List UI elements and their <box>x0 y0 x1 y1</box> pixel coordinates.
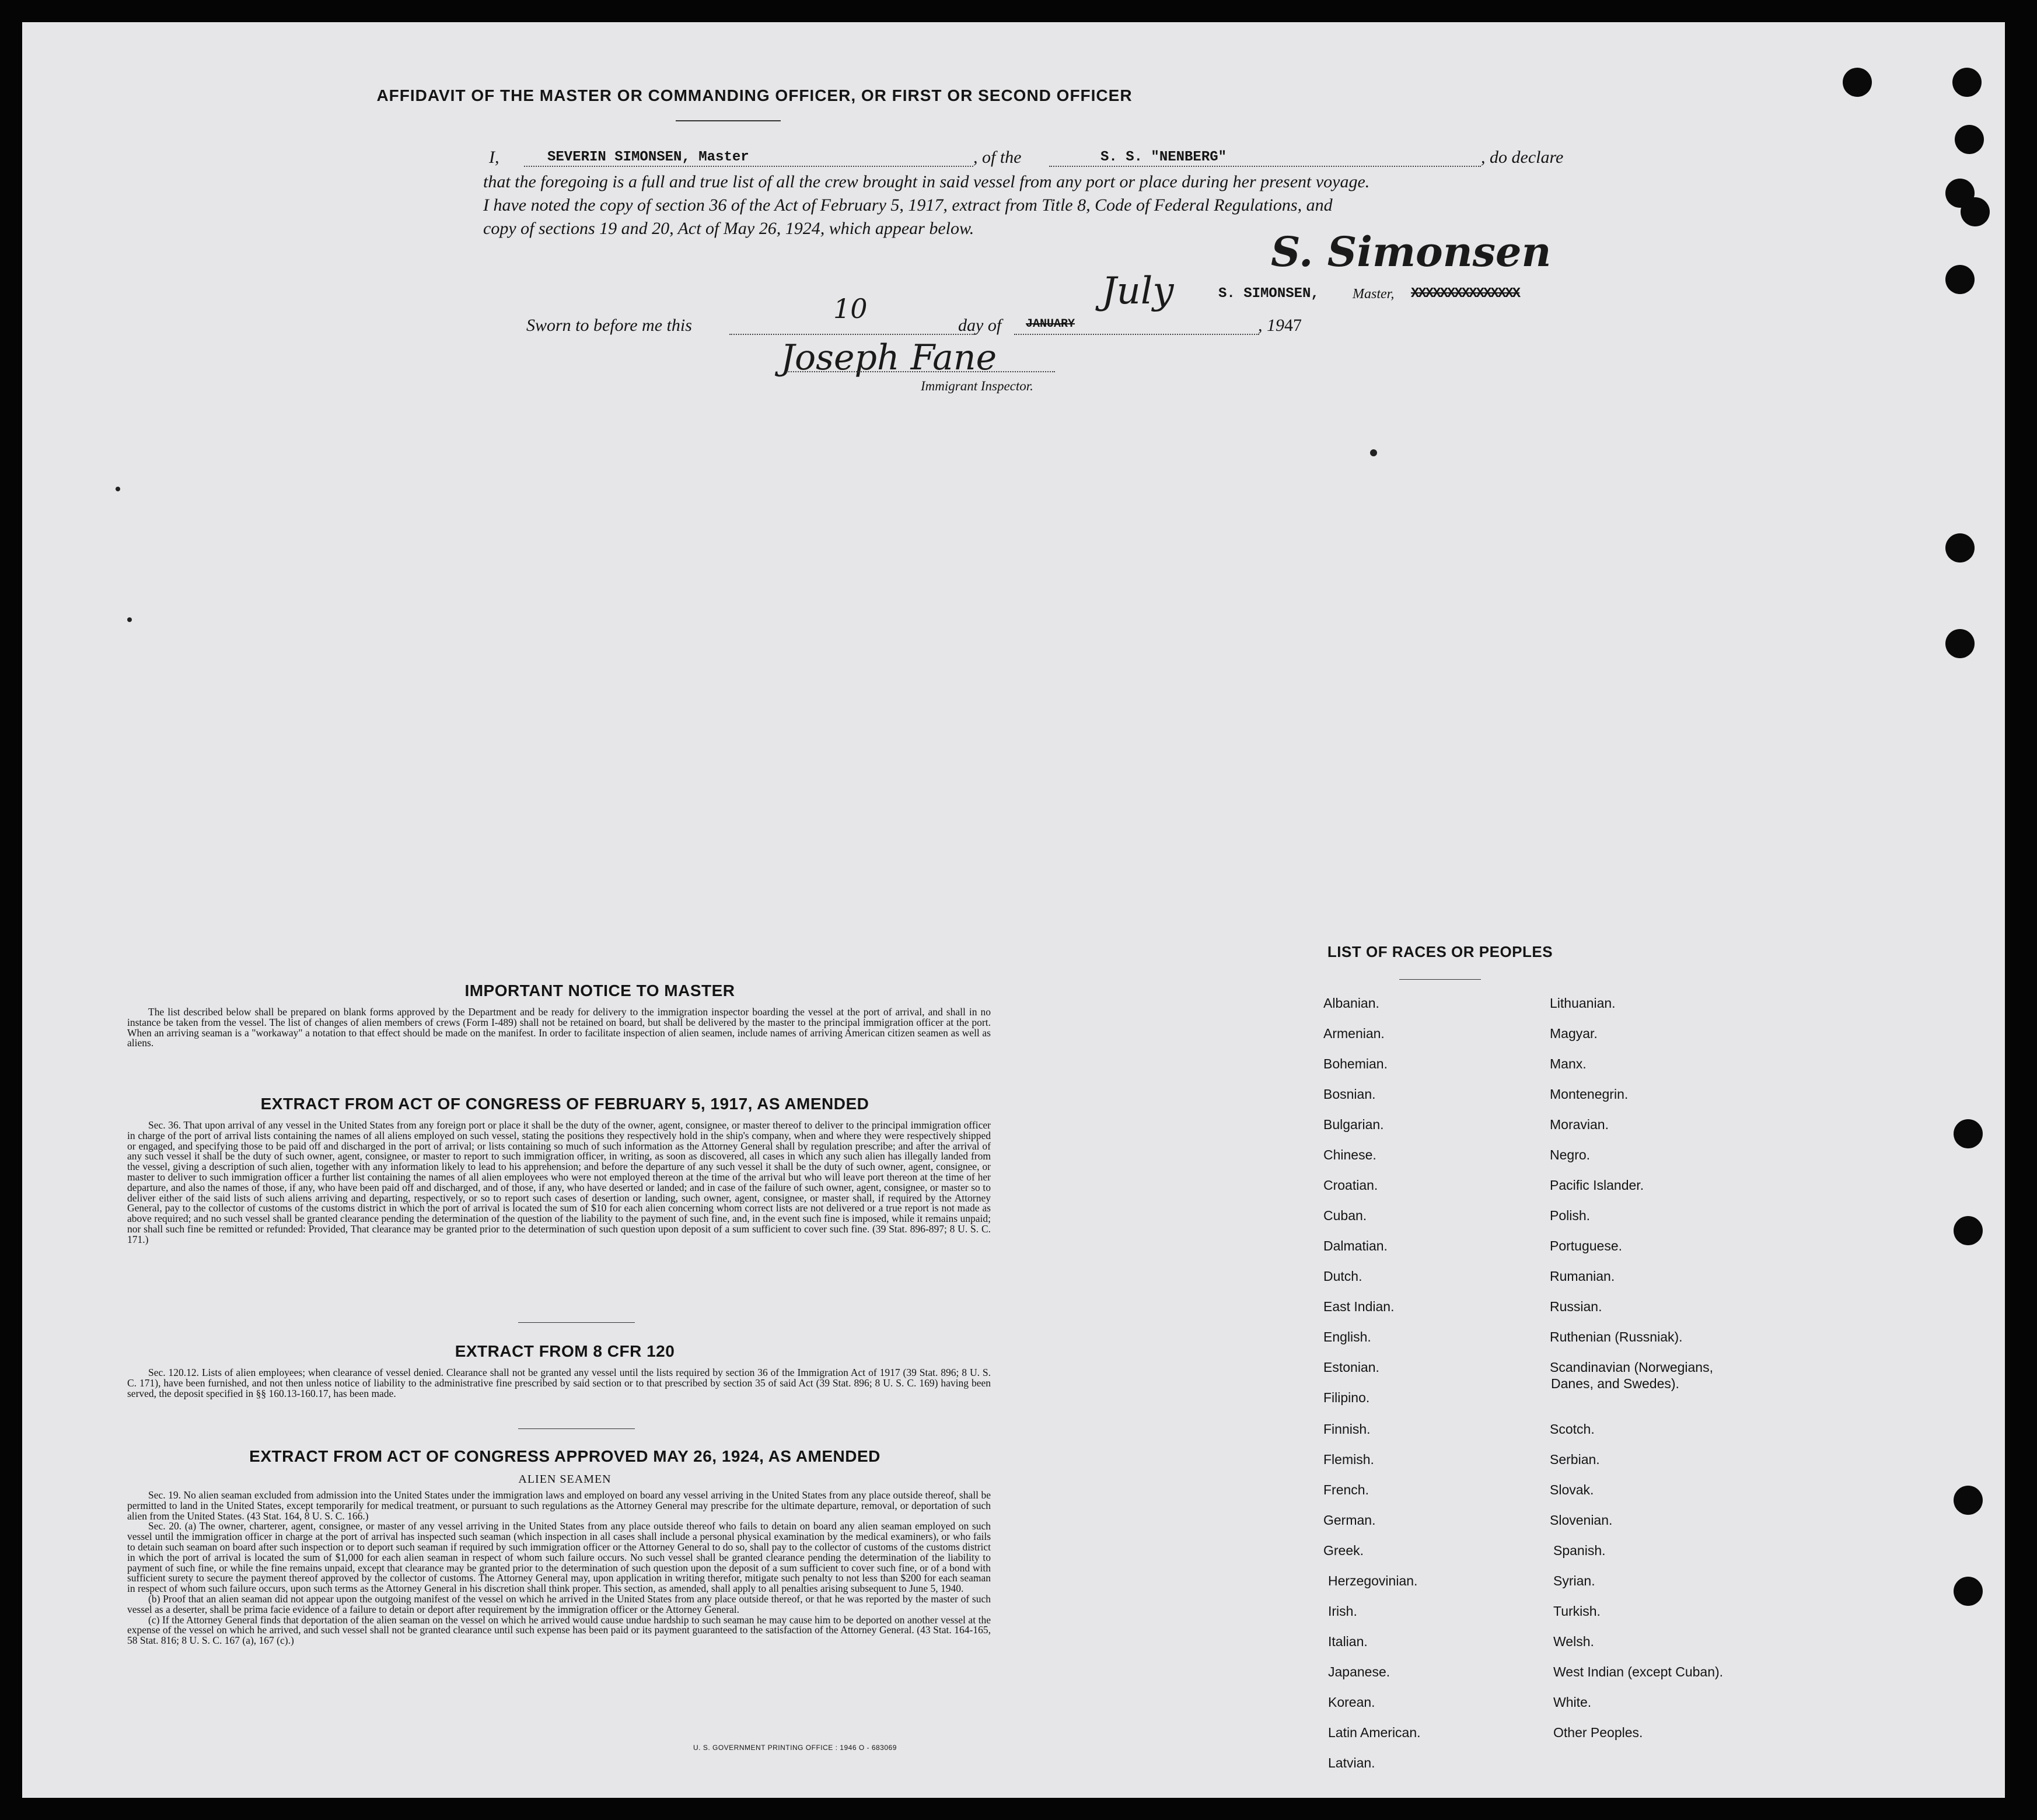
race-item: White. <box>1553 1695 1592 1710</box>
race-item: West Indian (except Cuban). <box>1553 1664 1724 1679</box>
race-item: Latin American. <box>1328 1725 1421 1740</box>
race-item: Dutch. <box>1323 1269 1362 1284</box>
handwritten-month: July <box>1102 270 1174 313</box>
race-item: Manx. <box>1550 1056 1587 1071</box>
punch-hole <box>1954 1216 1983 1245</box>
race-item: Montenegrin. <box>1550 1087 1629 1102</box>
day-fill-line <box>729 334 974 335</box>
race-item: Korean. <box>1328 1695 1375 1710</box>
punch-hole <box>1945 265 1975 294</box>
name-fill-line <box>524 166 973 167</box>
extract-cfr-title: EXTRACT FROM 8 CFR 120 <box>455 1342 675 1360</box>
race-item: Flemish. <box>1323 1452 1374 1467</box>
declaration-line-2: that the foregoing is a full and true list of all the crew brought in said vessel from any port or place during her present voyage. <box>483 172 1370 191</box>
inspector-fill-line <box>787 371 1055 372</box>
race-item: Slovak. <box>1550 1482 1594 1497</box>
race-item: Cuban. <box>1323 1208 1367 1223</box>
sworn-month: JANUARY <box>1026 317 1075 331</box>
race-item: Welsh. <box>1553 1634 1594 1649</box>
extract-1924-text <box>127 1490 991 1646</box>
race-item: Albanian. <box>1323 995 1379 1011</box>
race-item: Ruthenian (Russniak). <box>1550 1329 1683 1344</box>
race-item: Armenian. <box>1323 1026 1385 1041</box>
punch-hole <box>1961 197 1990 226</box>
alien-seamen-subtitle: ALIEN SEAMEN <box>518 1473 612 1486</box>
of-the-label: , of the <box>973 148 1022 167</box>
vessel-name: S. S. "NENBERG" <box>1100 149 1227 165</box>
race-item: Danes, and Swedes). <box>1551 1376 1679 1391</box>
extract-1917-text <box>127 1120 991 1245</box>
inspector-signature: Joseph Fane <box>781 337 997 378</box>
punch-hole <box>1954 1119 1983 1148</box>
section-20b-paragraph: (b) Proof that an alien seaman did not appear upon the outgoing manifest of the vessel on which he arrived in the United States from any place outside thereof, or that he was reported by the master of such vessel as a deserter, shall be prima facie evidence of a failure to detain or deport after requirement by the immigration officer or the Attorney General. <box>127 1592 991 1615</box>
race-item: Greek. <box>1323 1543 1364 1558</box>
year-prefix-text: , 19 <box>1258 316 1284 335</box>
race-item: Bohemian. <box>1323 1056 1388 1071</box>
race-item: Herzegovinian. <box>1328 1573 1418 1588</box>
race-item: Italian. <box>1328 1634 1368 1649</box>
race-item: Spanish. <box>1553 1543 1606 1558</box>
race-item: Irish. <box>1328 1604 1357 1619</box>
extract-cfr-text <box>127 1368 991 1399</box>
title-underline <box>676 120 781 121</box>
race-item: Bosnian. <box>1323 1087 1376 1102</box>
section-20c-paragraph: (c) If the Attorney General finds that deportation of the alien seaman on the vessel on which he arrived would cause undue hardship to such seaman he may cause him to be deported on another vessel at the expense of the vessel on which he arrived, and such vessel shall not be granted clearance until such expense has been paid or its payment guaranteed to the satisfaction of the Attorney General. (43 Stat. 164-165, 58 Stat. 816; 8 U. S. C. 167 (a), 167 (c).) <box>127 1613 991 1647</box>
race-item: Moravian. <box>1550 1117 1609 1132</box>
manifest-sheet <box>22 22 2005 1798</box>
race-item: East Indian. <box>1323 1299 1395 1314</box>
race-item: Scotch. <box>1550 1421 1595 1437</box>
declaration-line-4: copy of sections 19 and 20, Act of May 26, 1924, which appear below. <box>483 219 974 238</box>
month-fill-line <box>1014 334 1259 335</box>
punch-hole <box>1954 1577 1983 1606</box>
race-item: Pacific Islander. <box>1550 1178 1644 1193</box>
section-120-paragraph: Sec. 120.12. Lists of alien employees; when clearance of vessel denied. Clearance shall not be granted any vessel until the lists required by section 36 of the Immigration Act of 1917 (39 Stat. 896; 8 U. S. C. 171), have been furnished, and not then unless notice of liability to the administrative fine prescribed by said section or to that prescribed by section 35 of said Act (39 Stat. 896; 8 U. S. C. 169) having been served, the deposit specified in §§ 160.13-160.17, has been made. <box>127 1367 991 1399</box>
punch-hole <box>1945 629 1975 658</box>
race-item: Rumanian. <box>1550 1269 1615 1284</box>
printer-imprint: U. S. GOVERNMENT PRINTING OFFICE : 1946 O - 683069 <box>693 1744 897 1752</box>
race-item: Turkish. <box>1553 1604 1601 1619</box>
race-item: Lithuanian. <box>1550 995 1616 1011</box>
race-item: Scandinavian (Norwegians, <box>1550 1360 1713 1375</box>
section-divider <box>518 1428 635 1429</box>
section-36-paragraph: Sec. 36. That upon arrival of any vessel in the United States from any foreign port or place it shall be the duty of the owner, agent, consignee, or master thereof to deliver to the principal immigration officer in charge of the port of arrival lists containing the names of all aliens employed on such vessel, stating the positions they respectively hold in the ship's company, when and where they were respectively shipped or engaged, and specifying those to be paid off and discharged in the port of arrival; or lists containing so much of such information as the Attorney General shall by regulation prescribe; and after the arrival of any such vessel it shall be the duty of such owner, agent, consignee, or master to report to such immigration officer, in writing, as soon as discovered, all cases in which any such alien has illegally landed from the vessel, giving a description of such alien, together with any information likely to lead to his apprehension; and before the departure of any such vessel it shall be the duty of such owner, agent, consignee, or master to deliver to such immigration officer a further list containing the names of all alien employees who were not employed thereon at the time of the arrival but who will leave port thereon at the time of her departure, and also the names of those, if any, who have been paid off and discharged, and of those, if any, who have deserted or landed; and in case of the failure of such owner, agent, consignee, or master so to deliver either of the said lists of such aliens arriving and departing, respectively, or so to report such cases of desertion or landing, such owner, agent, consignee, or master shall, if required by the Attorney General, pay to the collector of customs of the customs district in which the port of arrival is located the sum of $10 for each alien concerning whom correct lists are not delivered or a true report is not made as above required; and no such vessel shall be granted clearance pending the determination of the question of the liability to the payment of such fine, and, in the event such fine is imposed, while it remains unpaid; nor shall such fine be remitted or refunded: Provided, That clearance may be granted prior to the determination of such question upon deposit of a sum sufficient to cover such fine. (39 Stat. 896-897; 8 U. S. C. 171.) <box>127 1119 991 1245</box>
sworn-day: 10 <box>833 293 868 324</box>
race-item: Serbian. <box>1550 1452 1600 1467</box>
ink-speck <box>116 487 120 491</box>
extract-1917-title: EXTRACT FROM ACT OF CONGRESS OF FEBRUARY 5, 1917, AS AMENDED <box>260 1095 869 1113</box>
notice-text <box>127 1007 991 1049</box>
extract-1924-title: EXTRACT FROM ACT OF CONGRESS APPROVED MAY 26, 1924, AS AMENDED <box>249 1447 881 1465</box>
day-of-label: day of <box>958 316 1002 335</box>
race-item: Syrian. <box>1553 1573 1595 1588</box>
race-item: Bulgarian. <box>1323 1117 1384 1132</box>
inspector-label: Immigrant Inspector. <box>921 379 1033 393</box>
ink-speck <box>127 617 132 622</box>
race-item: Japanese. <box>1328 1664 1390 1679</box>
punch-hole <box>1843 68 1872 97</box>
races-title-underline <box>1399 979 1481 980</box>
ink-speck <box>1370 449 1377 456</box>
year-suffix: 47 <box>1284 316 1302 335</box>
master-name: SEVERIN SIMONSEN, Master <box>547 149 749 165</box>
do-declare-label: , do declare <box>1481 148 1564 167</box>
race-item: Negro. <box>1550 1147 1591 1162</box>
affidavit-title: AFFIDAVIT OF THE MASTER OR COMMANDING OFFICER, OR FIRST OR SECOND OFFICER <box>376 86 1133 104</box>
race-item: French. <box>1323 1482 1369 1497</box>
race-item: Chinese. <box>1323 1147 1376 1162</box>
punch-hole <box>1945 533 1975 563</box>
notice-paragraph: The list described below shall be prepared on blank forms approved by the Department and be ready for delivery to the immigration inspector boarding the vessel at the port of arrival, and shall in no instance be taken from the vessel. The list of changes of alien members of crews (Form I-489) shall not be retained on board, but shall be delivered by the master to the principal immigration officer at the port. When an arriving seaman is a "workaway" a notation to that effect should be made on the manifest. In order to facilitate inspection of alien seamen, include names of arriving American citizen seamen as well as aliens. <box>127 1006 991 1049</box>
race-item: English. <box>1323 1329 1371 1344</box>
race-item: Russian. <box>1550 1299 1602 1314</box>
race-item: Latvian. <box>1328 1755 1375 1770</box>
i-label: I, <box>489 148 499 167</box>
race-item: Estonian. <box>1323 1360 1379 1375</box>
punch-hole <box>1952 68 1982 97</box>
master-signature: S. Simonsen <box>1271 228 1552 276</box>
punch-hole <box>1955 125 1984 154</box>
section-divider <box>518 1322 635 1323</box>
punch-hole <box>1954 1486 1983 1515</box>
race-item: Finnish. <box>1323 1421 1371 1437</box>
section-20a-paragraph: Sec. 20. (a) The owner, charterer, agent, consignee, or master of any vessel arriving in the United States from any place outside thereof who fails to detain on board any alien seaman employed on such vessel until the immigration officer in charge at the port of arrival has inspected such seaman (which inspection in all cases shall include a personal physical examination by the medical examiners), or who fails to detain such seaman on board after such inspection or to deport such seaman if required by such immigration officer or the Attorney General to do so, shall pay to the collector of customs of the customs district in which the port of arrival is located the sum of $1,000 for each alien seaman in respect of whom such failure occurs. No such vessel shall be granted clearance pending the determination of the liability to payment of such fine, or while the fine remains unpaid, except that clearance may be granted prior to the determination of such question upon the deposit of a sum sufficient to cover such fine, or of a bond with sufficient surety to secure the payment thereof approved by the collector of customs. The Attorney General may, upon application in writing therefor, mitigate such penalty to not less than $200 for each seaman in respect of whom such failure occurs, upon such terms as the Attorney General in his discretion shall think proper. This section, as amended, shall apply to all penalties arising subsequent to June 5, 1940. <box>127 1520 991 1595</box>
race-item: Croatian. <box>1323 1178 1378 1193</box>
master-label: Master, <box>1353 287 1395 302</box>
race-item: Slovenian. <box>1550 1512 1613 1528</box>
sworn-label: Sworn to before me this <box>526 316 692 335</box>
race-item: Portuguese. <box>1550 1238 1623 1253</box>
race-item: Dalmatian. <box>1323 1238 1388 1253</box>
section-19-paragraph: Sec. 19. No alien seaman excluded from admission into the United States under the immigration laws and employed on board any vessel arriving in the United States from any place outside thereof, shall be permitted to land in the United States, except temporarily for medical treatment, or pursuant to such regulations as the Attorney General may prescribe for the ultimate departure, removal, or deportation of such alien from the United States. (43 Stat. 164, 8 U. S. C. 166.) <box>127 1489 991 1522</box>
race-item: Other Peoples. <box>1553 1725 1643 1740</box>
race-item: Magyar. <box>1550 1026 1598 1041</box>
race-item: Filipino. <box>1323 1390 1370 1405</box>
year-prefix <box>1258 314 1302 337</box>
race-item: German. <box>1323 1512 1376 1528</box>
vessel-fill-line <box>1049 166 1481 167</box>
struck-title: XXXXXXXXXXXXXXX <box>1411 286 1520 302</box>
race-item: Polish. <box>1550 1208 1591 1223</box>
typed-master-name: S. SIMONSEN, <box>1218 286 1319 302</box>
races-title: LIST OF RACES OR PEOPLES <box>1327 943 1553 960</box>
notice-title: IMPORTANT NOTICE TO MASTER <box>464 981 735 1000</box>
declaration-line-3: I have noted the copy of section 36 of the Act of February 5, 1917, extract from Title 8, Code of Federal Regulations, and <box>483 195 1333 215</box>
